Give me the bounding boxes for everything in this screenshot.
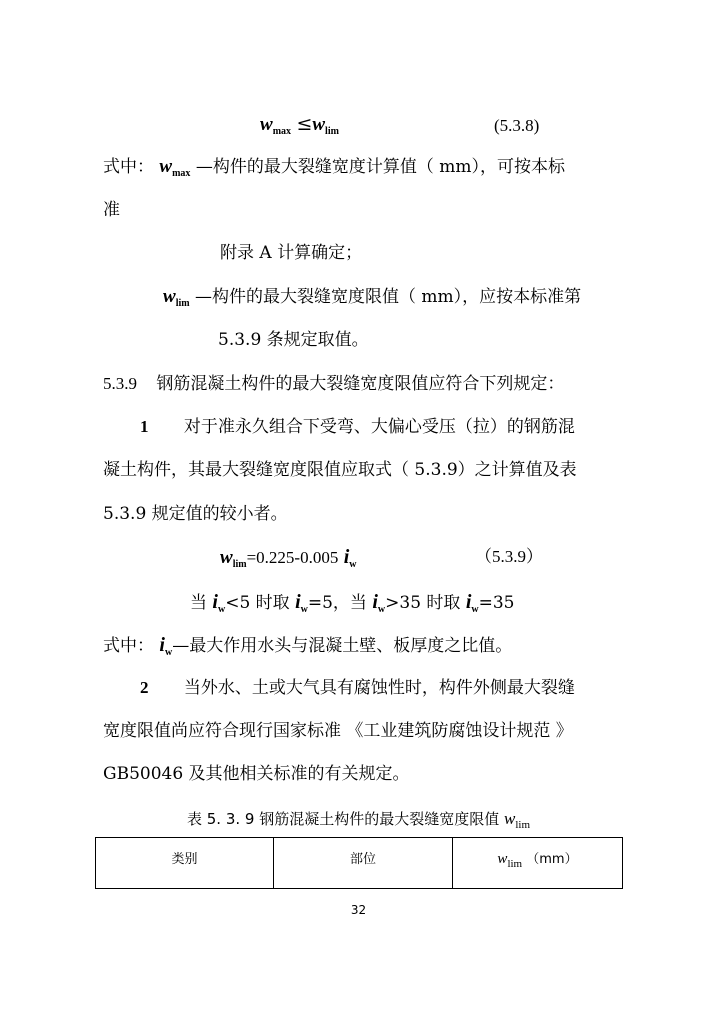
formula-subscript: w xyxy=(300,604,308,615)
formula-subscript: max xyxy=(272,126,292,137)
header-symbol: w xyxy=(497,851,508,867)
clause-number: 5.3.9 xyxy=(103,374,137,393)
condition-text: =5，当 xyxy=(307,593,367,613)
caption-subscript: lim xyxy=(515,819,531,831)
formula-subscript: lim xyxy=(232,559,247,570)
item-number: 2 xyxy=(140,678,149,697)
formula-symbol: i xyxy=(465,591,472,613)
where-prefix: 式中： xyxy=(103,157,154,177)
clause-item-2-line-1 xyxy=(140,676,575,700)
formula-subscript: lim xyxy=(175,298,190,309)
caption-symbol: w xyxy=(504,809,516,828)
table-caption xyxy=(95,808,622,836)
clause-item-1-line-2: 凝土构件，其最大裂缝宽度限值应取式（ 5.3.9）之计算值及表 xyxy=(103,460,577,480)
crack-width-table xyxy=(95,837,623,889)
formula-subscript: w xyxy=(349,559,357,570)
where-line-1 xyxy=(103,155,565,186)
formula-expression: =0.225-0.005 xyxy=(246,548,339,567)
formula-symbol: w xyxy=(159,156,173,177)
item-text: 对于准永久组合下受弯、大偏心受压（拉）的钢筋混 xyxy=(183,417,575,437)
formula-symbol: i xyxy=(343,546,350,568)
formula-symbol: i xyxy=(212,591,218,613)
formula-symbol: i xyxy=(159,634,165,656)
formula-symbol: i xyxy=(295,591,301,613)
header-wlim xyxy=(453,838,623,889)
where-text: —构件的最大裂缝宽度限值（ mm），应按本标准第 xyxy=(194,287,582,307)
formula-5-3-9 xyxy=(220,545,357,577)
formula-subscript: w xyxy=(217,604,226,615)
formula-symbol: w xyxy=(163,286,176,307)
clause-item-2-line-3: GB50046 及其他相关标准的有关规定。 xyxy=(103,764,410,784)
formula-operator: ≤ xyxy=(296,113,313,135)
formula-symbol: w xyxy=(260,114,273,135)
where-line-3: 附录 A 计算确定； xyxy=(220,243,363,263)
formula-subscript: max xyxy=(172,168,191,179)
caption-text: 表 5. 3. 9 钢筋混凝土构件的最大裂缝宽度限值 xyxy=(186,810,500,828)
header-category: 类别 xyxy=(96,838,274,889)
table-header-row xyxy=(96,838,623,889)
header-location: 部位 xyxy=(274,838,453,889)
formula-subscript: w xyxy=(164,647,173,658)
formula-5-3-8 xyxy=(260,112,339,144)
where-prefix: 式中： xyxy=(103,636,154,656)
where-line-2: 准 xyxy=(103,200,120,220)
where-text: —构件的最大裂缝宽度计算值（ mm），可按本标 xyxy=(195,157,565,177)
header-unit: （mm） xyxy=(526,852,578,867)
where-line-4 xyxy=(163,285,581,316)
formula-number: （5.3.9） xyxy=(475,547,543,566)
clause-item-1-line-3: 5.3.9 规定值的较小者。 xyxy=(103,504,288,524)
where-line-5: 5.3.9 条规定取值。 xyxy=(218,330,369,350)
condition-text: =35 xyxy=(478,593,515,613)
formula-subscript: w xyxy=(471,604,479,615)
formula-number: (5.3.8) xyxy=(494,116,540,135)
formula-subscript: lim xyxy=(325,126,339,137)
item-number: 1 xyxy=(140,417,149,436)
clause-item-2-line-2: 宽度限值尚应符合现行国家标准 《工业建筑防腐蚀设计规范 》 xyxy=(103,721,573,741)
page-number: 32 xyxy=(350,903,367,917)
header-subscript: lim xyxy=(507,858,523,870)
formula-symbol: i xyxy=(372,591,378,613)
where-text: —最大作用水头与混凝土壁、板厚度之比值。 xyxy=(172,636,513,656)
condition-line xyxy=(190,590,515,622)
item-text: 当外水、土或大气具有腐蚀性时，构件外侧最大裂缝 xyxy=(183,678,575,698)
clause-heading xyxy=(103,372,564,396)
formula-symbol: w xyxy=(220,547,233,568)
formula-symbol: w xyxy=(312,114,326,135)
formula-subscript: w xyxy=(377,604,386,615)
clause-title: 钢筋混凝土构件的最大裂缝宽度限值应符合下列规定： xyxy=(156,374,565,394)
clause-item-1-line-1 xyxy=(140,415,575,439)
where-iw-line xyxy=(103,633,512,665)
condition-text: <5 时取 xyxy=(225,593,290,613)
condition-text: >35 时取 xyxy=(385,593,461,613)
condition-text: 当 xyxy=(190,593,207,613)
